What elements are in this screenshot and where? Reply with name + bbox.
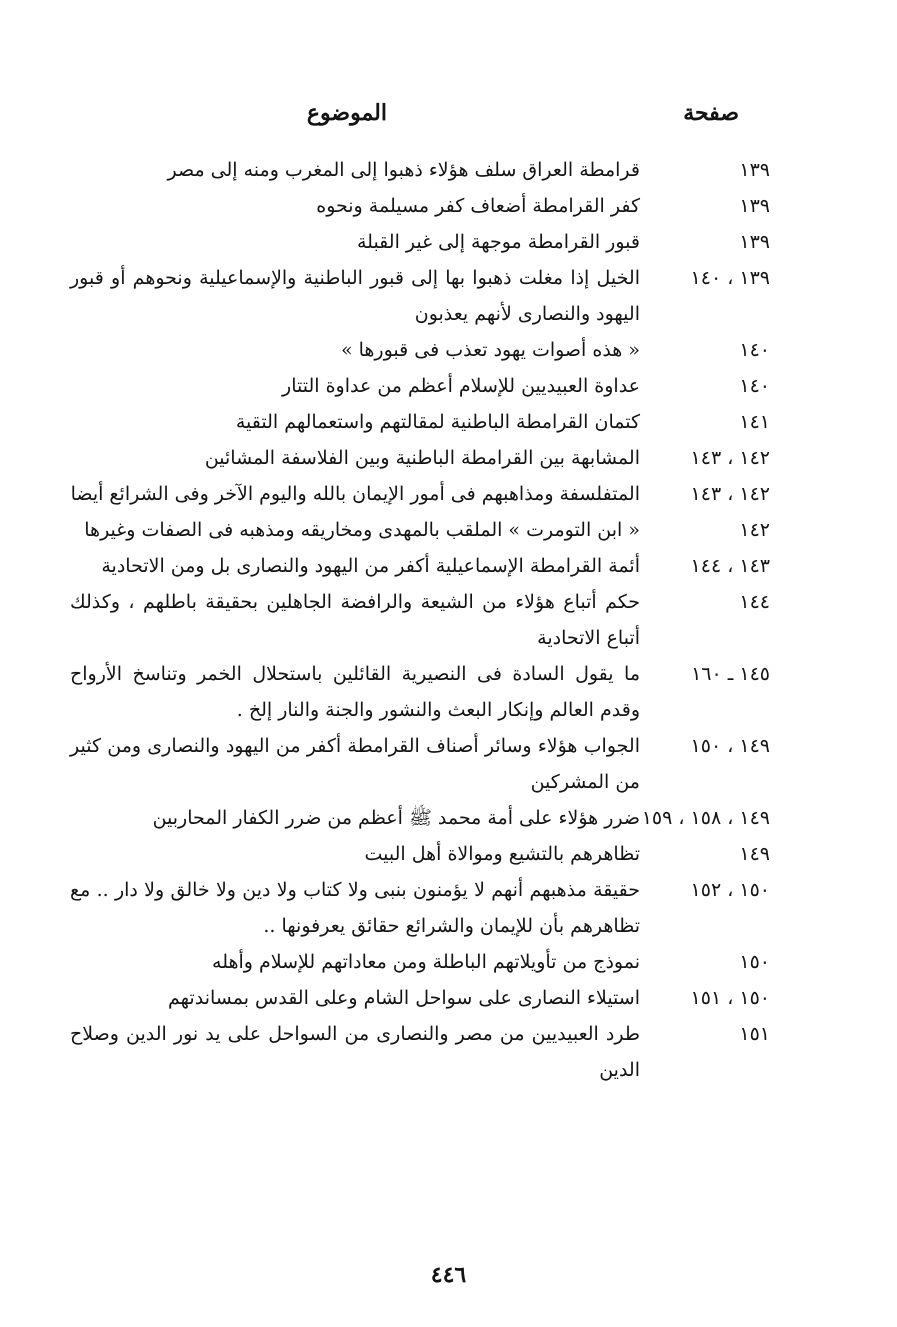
entry-pages: ١٥٠ <box>739 951 770 973</box>
index-entry <box>70 872 770 944</box>
entry-pages: ١٣٩ <box>739 195 770 217</box>
entry-topic: نموذج من تأويلاتهم الباطلة ومن معاداتهم للإسلام وأهله <box>212 951 640 973</box>
entry-topic: حقيقة مذهبهم أنهم لا يؤمنون بنبى ولا كتاب ولا دين ولا خالق ولا دار .. مع تظاهرهم بأن للإيمان والشرائع حقائق يعرفونها .. <box>70 879 640 937</box>
index-entry <box>70 728 770 800</box>
entry-pages: ١٤٢ <box>739 519 770 541</box>
entry-pages: ١٣٩ ، ١٤٠ <box>690 267 770 289</box>
index-entry <box>70 368 770 404</box>
entry-topic: الخيل إذا مغلت ذهبوا بها إلى قبور الباطنية والإسماعيلية ونحوهم أو قبور اليهود والنصارى لأنهم يعذبون <box>70 267 640 325</box>
index-entry <box>70 512 770 548</box>
entry-topic: ما يقول السادة فى النصيرية القائلين باستحلال الخمر وتناسخ الأرواح وقدم العالم وإنكار البعث والنشور والجنة والنار إلخ . <box>70 663 640 721</box>
column-headers <box>0 98 897 134</box>
index-entry <box>70 656 770 728</box>
entry-topic: قرامطة العراق سلف هؤلاء ذهبوا إلى المغرب ومنه إلى مصر <box>167 159 640 181</box>
index-entry <box>70 224 770 260</box>
entry-topic: « ابن التومرت » الملقب بالمهدى ومخاريقه ومذهبه فى الصفات وغيرها <box>84 519 640 541</box>
index-entry <box>70 332 770 368</box>
entry-topic: الجواب هؤلاء وسائر أصناف القرامطة أكفر من اليهود والنصارى ومن كثير من المشركين <box>70 735 640 793</box>
entry-pages: ١٤٥ ـ ١٦٠ <box>691 663 770 685</box>
entry-topic: استيلاء النصارى على سواحل الشام وعلى القدس بمساندتهم <box>168 987 640 1009</box>
entry-pages: ١٤٩ ، ١٥٠ <box>690 735 770 757</box>
entry-pages: ١٤٩ ، ١٥٨ ، ١٥٩ <box>641 807 770 829</box>
index-entry <box>70 548 770 584</box>
entry-pages: ١٤٠ <box>739 339 770 361</box>
index-entry <box>70 404 770 440</box>
index-entry <box>70 188 770 224</box>
entry-pages: ١٤٣ ، ١٤٤ <box>690 555 770 577</box>
entry-topic: حكم أتباع هؤلاء من الشيعة والرافضة الجاهلين بحقيقة باطلهم ، وكذلك أتباع الاتحادية <box>70 591 640 649</box>
entry-pages: ١٣٩ <box>739 159 770 181</box>
entry-pages: ١٣٩ <box>739 231 770 253</box>
index-entry <box>70 836 770 872</box>
index-entry <box>70 476 770 512</box>
index-entry <box>70 944 770 980</box>
entry-topic: عداوة العبيديين للإسلام أعظم من عداوة التتار <box>282 375 640 397</box>
entry-topic: « هذه أصوات يهود تعذب فى قبورها » <box>340 339 640 361</box>
entry-pages: ١٤١ <box>739 411 770 433</box>
entry-topic: طرد العبيديين من مصر والنصارى من السواحل على يد نور الدين وصلاح الدين <box>70 1023 640 1081</box>
entry-topic: المتفلسفة ومذاهبهم فى أمور الإيمان بالله واليوم الآخر وفى الشرائع أيضا <box>70 483 640 505</box>
topic-column-heading: الموضوع <box>306 100 387 126</box>
entry-topic: ضرر هؤلاء على أمة محمد ﷺ أعظم من ضرر الكفار المحاربين <box>152 807 640 829</box>
entry-topic: المشابهة بين القرامطة الباطنية وبين الفلاسفة المشائين <box>204 447 640 469</box>
entry-pages: ١٤٤ <box>739 591 770 613</box>
entry-topic: كتمان القرامطة الباطنية لمقالتهم واستعمالهم التقية <box>235 411 640 433</box>
index-entry <box>70 584 770 656</box>
entry-topic: كفر القرامطة أضعاف كفر مسيلمة ونحوه <box>316 195 640 217</box>
index-entry <box>70 1016 770 1088</box>
index-entry <box>70 980 770 1016</box>
index-entry <box>70 800 770 836</box>
page-column-heading: صفحة <box>683 100 739 126</box>
entry-pages: ١٤٩ <box>739 843 770 865</box>
index-entry <box>70 440 770 476</box>
entry-pages: ١٥٠ ، ١٥٢ <box>690 879 770 901</box>
entry-pages: ١٥٠ ، ١٥١ <box>690 987 770 1009</box>
index-entries <box>70 152 770 1088</box>
entry-topic: أئمة القرامطة الإسماعيلية أكفر من اليهود والنصارى بل ومن الاتحادية <box>101 555 640 577</box>
entry-topic: قبور القرامطة موجهة إلى غير القبلة <box>356 231 640 253</box>
entry-topic: تظاهرهم بالتشيع وموالاة أهل البيت <box>364 843 640 865</box>
entry-pages: ١٤٢ ، ١٤٣ <box>690 447 770 469</box>
page-number: ٤٤٦ <box>430 1262 467 1288</box>
entry-pages: ١٥١ <box>739 1023 770 1045</box>
index-entry <box>70 260 770 332</box>
entry-pages: ١٤٠ <box>739 375 770 397</box>
index-entry <box>70 152 770 188</box>
entry-pages: ١٤٢ ، ١٤٣ <box>690 483 770 505</box>
